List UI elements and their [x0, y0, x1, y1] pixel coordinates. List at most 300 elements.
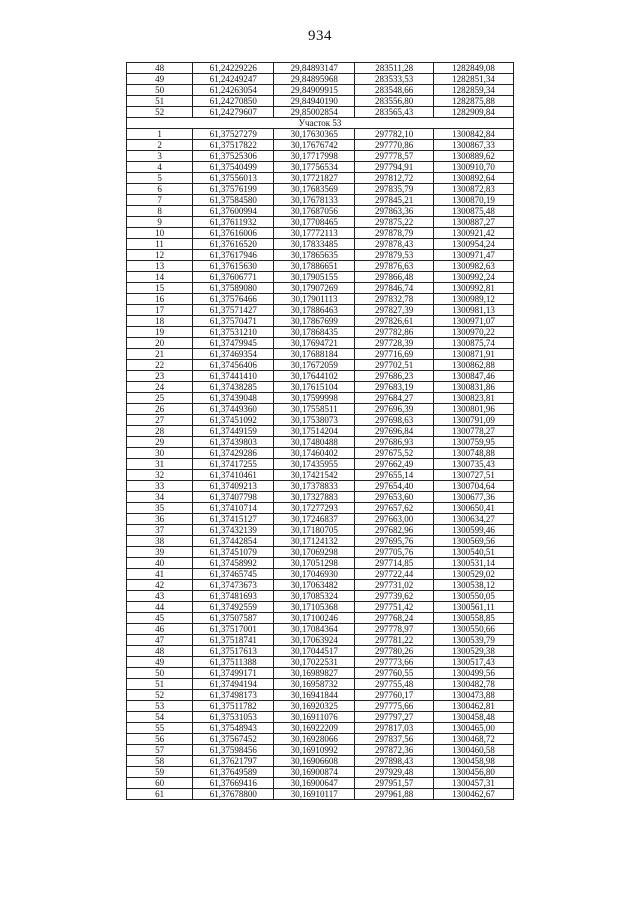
latitude-cell: 61,37678800	[193, 789, 274, 800]
y-coordinate-cell: 1300872,83	[434, 184, 514, 195]
latitude-cell: 61,37492559	[193, 602, 274, 613]
x-coordinate-cell: 297760,55	[355, 668, 434, 679]
point-number-cell: 24	[127, 382, 193, 393]
longitude-cell: 29,84909915	[274, 85, 355, 96]
longitude-cell: 30,16941844	[274, 690, 355, 701]
y-coordinate-cell: 1300550,66	[434, 624, 514, 635]
table-row	[127, 360, 514, 371]
y-coordinate-cell: 1300531,14	[434, 558, 514, 569]
longitude-cell: 30,17063924	[274, 635, 355, 646]
longitude-cell: 30,17105368	[274, 602, 355, 613]
latitude-cell: 61,37456406	[193, 360, 274, 371]
x-coordinate-cell: 297714,85	[355, 558, 434, 569]
latitude-cell: 61,37517613	[193, 646, 274, 657]
x-coordinate-cell: 297698,63	[355, 415, 434, 426]
latitude-cell: 61,37570471	[193, 316, 274, 327]
longitude-cell: 30,17277293	[274, 503, 355, 514]
table-row	[127, 305, 514, 316]
point-number-cell: 38	[127, 536, 193, 547]
table-row	[127, 129, 514, 140]
longitude-cell: 30,17676742	[274, 140, 355, 151]
y-coordinate-cell: 1300862,88	[434, 360, 514, 371]
latitude-cell: 61,37441410	[193, 371, 274, 382]
point-number-cell: 49	[127, 74, 193, 85]
latitude-cell: 61,37511782	[193, 701, 274, 712]
table-row	[127, 558, 514, 569]
table-row	[127, 250, 514, 261]
y-coordinate-cell: 1300473,88	[434, 690, 514, 701]
longitude-cell: 30,17046930	[274, 569, 355, 580]
latitude-cell: 61,37621797	[193, 756, 274, 767]
longitude-cell: 30,17772113	[274, 228, 355, 239]
latitude-cell: 61,24263054	[193, 85, 274, 96]
point-number-cell: 14	[127, 272, 193, 283]
x-coordinate-cell: 283511,28	[355, 63, 434, 74]
x-coordinate-cell: 297781,22	[355, 635, 434, 646]
y-coordinate-cell: 1282875,88	[434, 96, 514, 107]
latitude-cell: 61,37517822	[193, 140, 274, 151]
longitude-cell: 30,16906608	[274, 756, 355, 767]
y-coordinate-cell: 1300823,81	[434, 393, 514, 404]
latitude-cell: 61,37649589	[193, 767, 274, 778]
y-coordinate-cell: 1300892,64	[434, 173, 514, 184]
y-coordinate-cell: 1300921,42	[434, 228, 514, 239]
table-row	[127, 635, 514, 646]
section-title: Участок 53	[127, 118, 514, 129]
latitude-cell: 61,37615630	[193, 261, 274, 272]
y-coordinate-cell: 1300954,24	[434, 239, 514, 250]
longitude-cell: 30,16911076	[274, 712, 355, 723]
point-number-cell: 29	[127, 437, 193, 448]
point-number-cell: 56	[127, 734, 193, 745]
point-number-cell: 23	[127, 371, 193, 382]
y-coordinate-cell: 1300727,51	[434, 470, 514, 481]
point-number-cell: 8	[127, 206, 193, 217]
y-coordinate-cell: 1300867,33	[434, 140, 514, 151]
x-coordinate-cell: 283533,53	[355, 74, 434, 85]
table-row	[127, 459, 514, 470]
y-coordinate-cell: 1300791,09	[434, 415, 514, 426]
latitude-cell: 61,37518741	[193, 635, 274, 646]
x-coordinate-cell: 297835,79	[355, 184, 434, 195]
latitude-cell: 61,37531053	[193, 712, 274, 723]
longitude-cell: 30,17717998	[274, 151, 355, 162]
longitude-cell: 29,84895968	[274, 74, 355, 85]
latitude-cell: 61,37576466	[193, 294, 274, 305]
table-row	[127, 734, 514, 745]
x-coordinate-cell: 297929,48	[355, 767, 434, 778]
point-number-cell: 22	[127, 360, 193, 371]
point-number-cell: 45	[127, 613, 193, 624]
table-row	[127, 591, 514, 602]
x-coordinate-cell: 297654,40	[355, 481, 434, 492]
table-row	[127, 745, 514, 756]
point-number-cell: 35	[127, 503, 193, 514]
y-coordinate-cell: 1300529,38	[434, 646, 514, 657]
latitude-cell: 61,37481693	[193, 591, 274, 602]
longitude-cell: 30,17538073	[274, 415, 355, 426]
y-coordinate-cell: 1300842,84	[434, 129, 514, 140]
y-coordinate-cell: 1300887,27	[434, 217, 514, 228]
x-coordinate-cell: 297696,84	[355, 426, 434, 437]
point-number-cell: 43	[127, 591, 193, 602]
y-coordinate-cell: 1300599,46	[434, 525, 514, 536]
longitude-cell: 30,17615104	[274, 382, 355, 393]
x-coordinate-cell: 297863,36	[355, 206, 434, 217]
point-number-cell: 19	[127, 327, 193, 338]
latitude-cell: 61,37556013	[193, 173, 274, 184]
table-row	[127, 415, 514, 426]
longitude-cell: 30,17886651	[274, 261, 355, 272]
latitude-cell: 61,37415127	[193, 514, 274, 525]
table-row	[127, 624, 514, 635]
y-coordinate-cell: 1300875,74	[434, 338, 514, 349]
table-row	[127, 261, 514, 272]
y-coordinate-cell: 1282859,34	[434, 85, 514, 96]
x-coordinate-cell: 297846,74	[355, 283, 434, 294]
section-header-row	[127, 118, 514, 129]
y-coordinate-cell: 1300971,07	[434, 316, 514, 327]
table-row	[127, 690, 514, 701]
x-coordinate-cell: 297961,88	[355, 789, 434, 800]
latitude-cell: 61,37473673	[193, 580, 274, 591]
y-coordinate-cell: 1300468,72	[434, 734, 514, 745]
y-coordinate-cell: 1300539,79	[434, 635, 514, 646]
longitude-cell: 30,17514204	[274, 426, 355, 437]
x-coordinate-cell: 297751,42	[355, 602, 434, 613]
y-coordinate-cell: 1300992,81	[434, 283, 514, 294]
longitude-cell: 30,17867699	[274, 316, 355, 327]
latitude-cell: 61,37517001	[193, 624, 274, 635]
point-number-cell: 6	[127, 184, 193, 195]
point-number-cell: 20	[127, 338, 193, 349]
latitude-cell: 61,37525306	[193, 151, 274, 162]
latitude-cell: 61,37507587	[193, 613, 274, 624]
table-row	[127, 206, 514, 217]
latitude-cell: 61,37407798	[193, 492, 274, 503]
x-coordinate-cell: 283556,80	[355, 96, 434, 107]
longitude-cell: 30,17886463	[274, 305, 355, 316]
latitude-cell: 61,37611932	[193, 217, 274, 228]
table-row	[127, 503, 514, 514]
latitude-cell: 61,37548943	[193, 723, 274, 734]
table-row	[127, 63, 514, 74]
x-coordinate-cell: 297817,03	[355, 723, 434, 734]
table-row	[127, 657, 514, 668]
table-row	[127, 184, 514, 195]
latitude-cell: 61,37531210	[193, 327, 274, 338]
x-coordinate-cell: 297780,26	[355, 646, 434, 657]
y-coordinate-cell: 1300971,47	[434, 250, 514, 261]
longitude-cell: 30,17124132	[274, 536, 355, 547]
point-number-cell: 10	[127, 228, 193, 239]
point-number-cell: 61	[127, 789, 193, 800]
latitude-cell: 61,37616006	[193, 228, 274, 239]
point-number-cell: 3	[127, 151, 193, 162]
y-coordinate-cell: 1282849,08	[434, 63, 514, 74]
x-coordinate-cell: 297797,27	[355, 712, 434, 723]
point-number-cell: 55	[127, 723, 193, 734]
table-row	[127, 404, 514, 415]
point-number-cell: 37	[127, 525, 193, 536]
longitude-cell: 30,17721827	[274, 173, 355, 184]
point-number-cell: 46	[127, 624, 193, 635]
table-row	[127, 470, 514, 481]
table-row	[127, 426, 514, 437]
point-number-cell: 25	[127, 393, 193, 404]
point-number-cell: 48	[127, 646, 193, 657]
latitude-cell: 61,37429286	[193, 448, 274, 459]
point-number-cell: 28	[127, 426, 193, 437]
longitude-cell: 30,17460402	[274, 448, 355, 459]
x-coordinate-cell: 297837,56	[355, 734, 434, 745]
latitude-cell: 61,37589080	[193, 283, 274, 294]
longitude-cell: 30,16928066	[274, 734, 355, 745]
x-coordinate-cell: 297686,93	[355, 437, 434, 448]
latitude-cell: 61,37669416	[193, 778, 274, 789]
latitude-cell: 61,37438285	[193, 382, 274, 393]
point-number-cell: 47	[127, 635, 193, 646]
y-coordinate-cell: 1300456,80	[434, 767, 514, 778]
latitude-cell: 61,37409213	[193, 481, 274, 492]
table-row	[127, 327, 514, 338]
table-row	[127, 195, 514, 206]
latitude-cell: 61,37451079	[193, 547, 274, 558]
y-coordinate-cell: 1300989,12	[434, 294, 514, 305]
y-coordinate-cell: 1300569,56	[434, 536, 514, 547]
point-number-cell: 2	[127, 140, 193, 151]
table-row	[127, 679, 514, 690]
y-coordinate-cell: 1300482,78	[434, 679, 514, 690]
latitude-cell: 61,37479945	[193, 338, 274, 349]
longitude-cell: 30,17435955	[274, 459, 355, 470]
latitude-cell: 61,37606771	[193, 272, 274, 283]
point-number-cell: 33	[127, 481, 193, 492]
longitude-cell: 29,84893147	[274, 63, 355, 74]
coordinates-table	[126, 62, 514, 800]
point-number-cell: 50	[127, 668, 193, 679]
x-coordinate-cell: 297663,00	[355, 514, 434, 525]
table-row	[127, 525, 514, 536]
point-number-cell: 41	[127, 569, 193, 580]
longitude-cell: 30,17063482	[274, 580, 355, 591]
table-row	[127, 173, 514, 184]
longitude-cell: 30,16910117	[274, 789, 355, 800]
point-number-cell: 54	[127, 712, 193, 723]
x-coordinate-cell: 297775,66	[355, 701, 434, 712]
longitude-cell: 30,17687056	[274, 206, 355, 217]
x-coordinate-cell: 297657,62	[355, 503, 434, 514]
longitude-cell: 30,17480488	[274, 437, 355, 448]
table-row	[127, 723, 514, 734]
page-number: 934	[308, 28, 332, 44]
y-coordinate-cell: 1300677,36	[434, 492, 514, 503]
x-coordinate-cell: 297760,17	[355, 690, 434, 701]
point-number-cell: 34	[127, 492, 193, 503]
table-row	[127, 569, 514, 580]
y-coordinate-cell: 1300870,19	[434, 195, 514, 206]
x-coordinate-cell: 297778,57	[355, 151, 434, 162]
y-coordinate-cell: 1300992,24	[434, 272, 514, 283]
longitude-cell: 30,16910992	[274, 745, 355, 756]
x-coordinate-cell: 297739,62	[355, 591, 434, 602]
x-coordinate-cell: 297684,27	[355, 393, 434, 404]
point-number-cell: 31	[127, 459, 193, 470]
y-coordinate-cell: 1300981,13	[434, 305, 514, 316]
y-coordinate-cell: 1300529,02	[434, 569, 514, 580]
latitude-cell: 61,37458992	[193, 558, 274, 569]
point-number-cell: 51	[127, 679, 193, 690]
longitude-cell: 30,17907269	[274, 283, 355, 294]
point-number-cell: 53	[127, 701, 193, 712]
x-coordinate-cell: 297705,76	[355, 547, 434, 558]
latitude-cell: 61,37527279	[193, 129, 274, 140]
latitude-cell: 61,24249247	[193, 74, 274, 85]
longitude-cell: 30,17246837	[274, 514, 355, 525]
point-number-cell: 52	[127, 107, 193, 118]
latitude-cell: 61,37617946	[193, 250, 274, 261]
point-number-cell: 26	[127, 404, 193, 415]
table-row	[127, 349, 514, 360]
x-coordinate-cell: 297812,72	[355, 173, 434, 184]
latitude-cell: 61,37442854	[193, 536, 274, 547]
longitude-cell: 30,17708465	[274, 217, 355, 228]
x-coordinate-cell: 297773,66	[355, 657, 434, 668]
x-coordinate-cell: 297722,44	[355, 569, 434, 580]
y-coordinate-cell: 1282909,84	[434, 107, 514, 118]
x-coordinate-cell: 297662,49	[355, 459, 434, 470]
x-coordinate-cell: 297686,23	[355, 371, 434, 382]
table-row	[127, 613, 514, 624]
longitude-cell: 30,17678133	[274, 195, 355, 206]
point-number-cell: 7	[127, 195, 193, 206]
latitude-cell: 61,24270850	[193, 96, 274, 107]
longitude-cell: 30,17833485	[274, 239, 355, 250]
y-coordinate-cell: 1300634,27	[434, 514, 514, 525]
x-coordinate-cell: 297794,91	[355, 162, 434, 173]
x-coordinate-cell: 297782,86	[355, 327, 434, 338]
longitude-cell: 30,16989827	[274, 668, 355, 679]
x-coordinate-cell: 297827,39	[355, 305, 434, 316]
table-row	[127, 217, 514, 228]
latitude-cell: 61,37584580	[193, 195, 274, 206]
point-number-cell: 17	[127, 305, 193, 316]
point-number-cell: 60	[127, 778, 193, 789]
table-row	[127, 448, 514, 459]
x-coordinate-cell: 297716,69	[355, 349, 434, 360]
y-coordinate-cell: 1300871,91	[434, 349, 514, 360]
latitude-cell: 61,37494194	[193, 679, 274, 690]
longitude-cell: 30,16900874	[274, 767, 355, 778]
latitude-cell: 61,37576199	[193, 184, 274, 195]
y-coordinate-cell: 1300910,70	[434, 162, 514, 173]
latitude-cell: 61,37499171	[193, 668, 274, 679]
table-section-header	[127, 118, 514, 129]
y-coordinate-cell: 1300778,27	[434, 426, 514, 437]
point-number-cell: 21	[127, 349, 193, 360]
longitude-cell: 29,85002854	[274, 107, 355, 118]
x-coordinate-cell: 297872,36	[355, 745, 434, 756]
latitude-cell: 61,37469354	[193, 349, 274, 360]
latitude-cell: 61,37449360	[193, 404, 274, 415]
longitude-cell: 30,17756534	[274, 162, 355, 173]
longitude-cell: 30,16958732	[274, 679, 355, 690]
y-coordinate-cell: 1300875,48	[434, 206, 514, 217]
x-coordinate-cell: 297770,86	[355, 140, 434, 151]
y-coordinate-cell: 1300538,12	[434, 580, 514, 591]
point-number-cell: 32	[127, 470, 193, 481]
point-number-cell: 11	[127, 239, 193, 250]
table-row	[127, 536, 514, 547]
y-coordinate-cell: 1282851,34	[434, 74, 514, 85]
table-row	[127, 767, 514, 778]
longitude-cell: 30,17022531	[274, 657, 355, 668]
x-coordinate-cell: 297832,78	[355, 294, 434, 305]
y-coordinate-cell: 1300558,85	[434, 613, 514, 624]
x-coordinate-cell: 297682,96	[355, 525, 434, 536]
table-row	[127, 393, 514, 404]
point-number-cell: 13	[127, 261, 193, 272]
point-number-cell: 12	[127, 250, 193, 261]
longitude-cell: 30,16922209	[274, 723, 355, 734]
table-row	[127, 371, 514, 382]
table-row	[127, 437, 514, 448]
point-number-cell: 16	[127, 294, 193, 305]
y-coordinate-cell: 1300550,05	[434, 591, 514, 602]
table-row	[127, 580, 514, 591]
table-body-bottom	[127, 129, 514, 800]
x-coordinate-cell: 297755,48	[355, 679, 434, 690]
y-coordinate-cell: 1300650,41	[434, 503, 514, 514]
longitude-cell: 30,17630365	[274, 129, 355, 140]
y-coordinate-cell: 1300801,96	[434, 404, 514, 415]
y-coordinate-cell: 1300460,58	[434, 745, 514, 756]
x-coordinate-cell: 297728,39	[355, 338, 434, 349]
latitude-cell: 61,37410461	[193, 470, 274, 481]
y-coordinate-cell: 1300970,22	[434, 327, 514, 338]
longitude-cell: 30,17051298	[274, 558, 355, 569]
latitude-cell: 61,37439048	[193, 393, 274, 404]
longitude-cell: 30,17688184	[274, 349, 355, 360]
longitude-cell: 30,17069298	[274, 547, 355, 558]
x-coordinate-cell: 297778,97	[355, 624, 434, 635]
latitude-cell: 61,24229226	[193, 63, 274, 74]
x-coordinate-cell: 297875,22	[355, 217, 434, 228]
point-number-cell: 39	[127, 547, 193, 558]
longitude-cell: 30,17180705	[274, 525, 355, 536]
longitude-cell: 29,84940190	[274, 96, 355, 107]
point-number-cell: 36	[127, 514, 193, 525]
point-number-cell: 52	[127, 690, 193, 701]
latitude-cell: 61,37540499	[193, 162, 274, 173]
table-row	[127, 283, 514, 294]
longitude-cell: 30,17044517	[274, 646, 355, 657]
x-coordinate-cell: 297879,53	[355, 250, 434, 261]
table-row	[127, 338, 514, 349]
longitude-cell: 30,17901113	[274, 294, 355, 305]
longitude-cell: 30,17905155	[274, 272, 355, 283]
x-coordinate-cell: 297683,19	[355, 382, 434, 393]
point-number-cell: 48	[127, 63, 193, 74]
longitude-cell: 30,17865635	[274, 250, 355, 261]
y-coordinate-cell: 1300704,64	[434, 481, 514, 492]
longitude-cell: 30,17599998	[274, 393, 355, 404]
x-coordinate-cell: 297878,79	[355, 228, 434, 239]
y-coordinate-cell: 1300982,63	[434, 261, 514, 272]
latitude-cell: 61,37498173	[193, 690, 274, 701]
x-coordinate-cell: 297866,48	[355, 272, 434, 283]
table-row	[127, 239, 514, 250]
